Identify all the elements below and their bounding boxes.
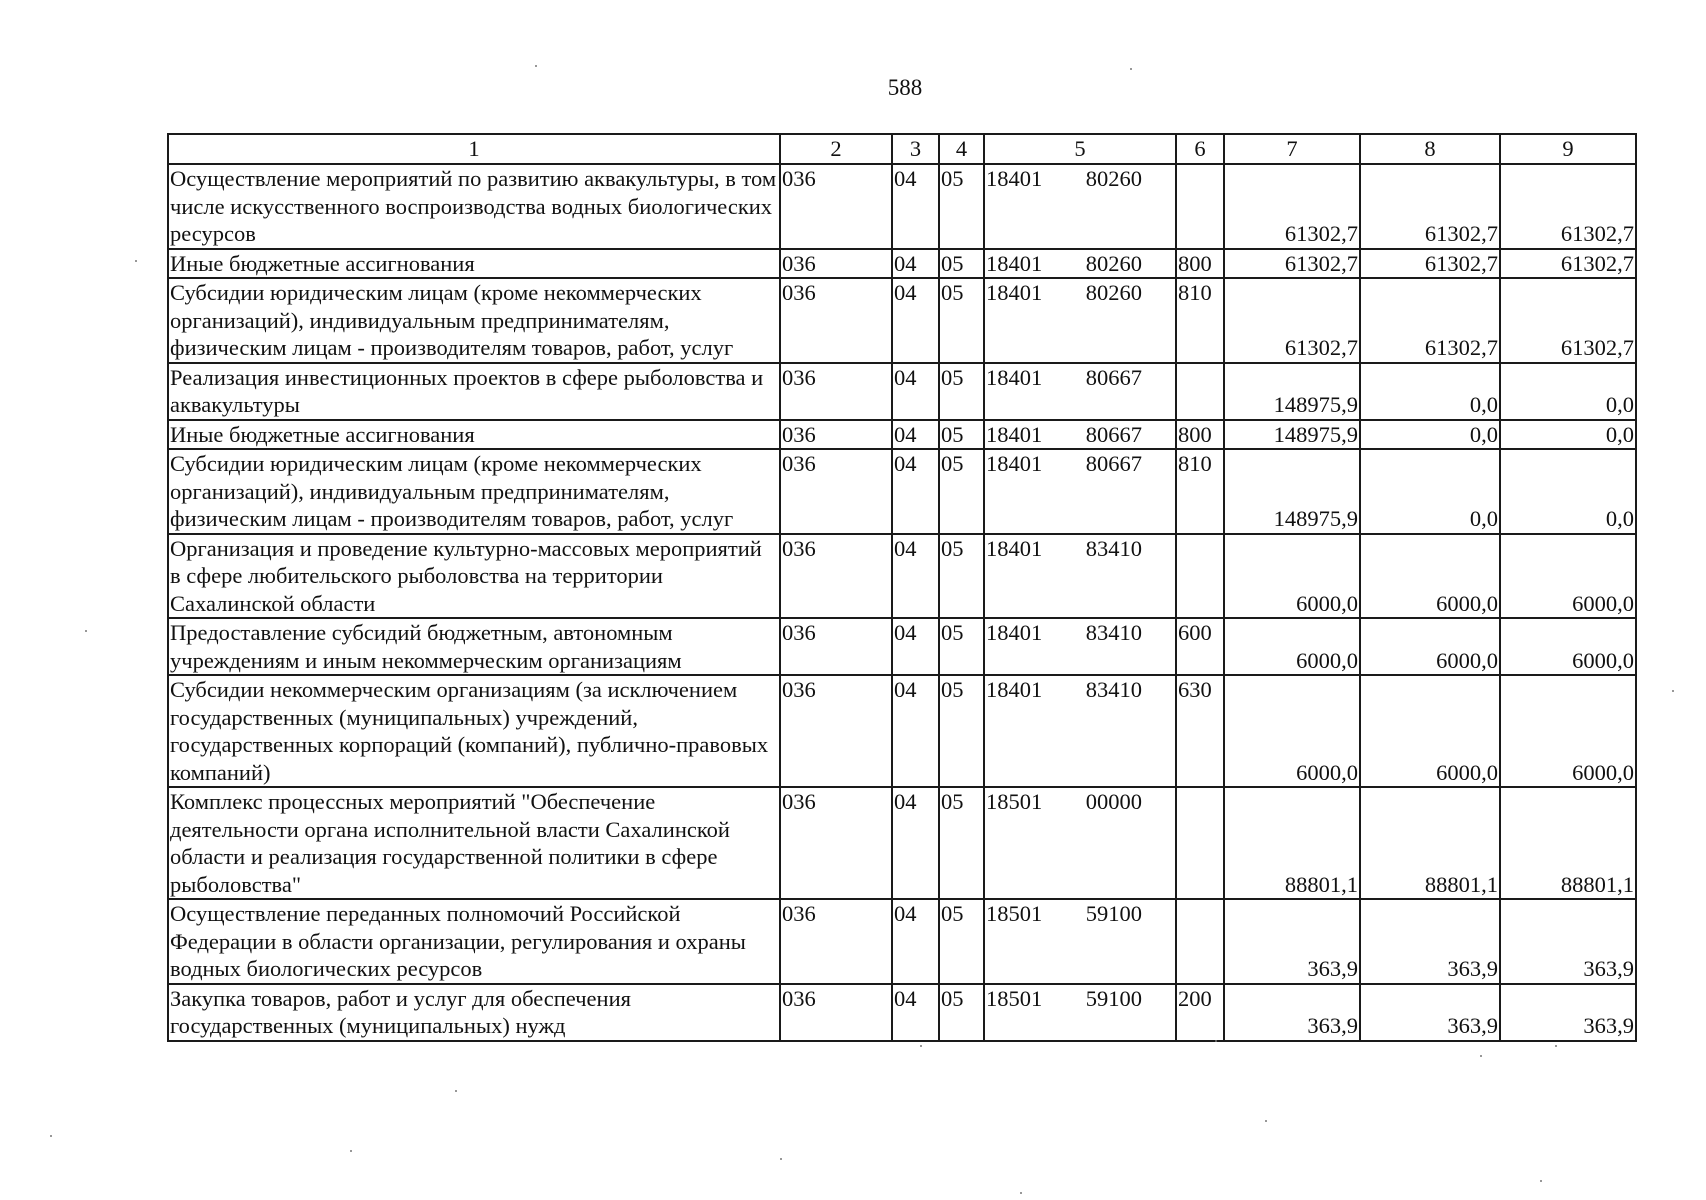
target-article-code bbox=[984, 420, 1176, 450]
program-code: 18401 bbox=[986, 620, 1043, 645]
scan-speck bbox=[455, 1090, 457, 1092]
program-code: 18401 bbox=[986, 166, 1043, 191]
col-header-9: 9 bbox=[1500, 134, 1636, 164]
program-code: 18501 bbox=[986, 901, 1043, 926]
amount-year-3: 363,9 bbox=[1500, 984, 1636, 1041]
table-row bbox=[168, 420, 1636, 450]
scan-speck bbox=[1130, 68, 1132, 70]
expense-type-code bbox=[1176, 164, 1224, 249]
ministry-code: 036 bbox=[780, 420, 892, 450]
amount-year-2: 88801,1 bbox=[1360, 787, 1500, 899]
table-row bbox=[168, 899, 1636, 984]
table-row bbox=[168, 787, 1636, 899]
direction-code: 83410 bbox=[1085, 535, 1142, 561]
direction-code: 80667 bbox=[1085, 421, 1142, 447]
section-code: 04 bbox=[892, 534, 939, 619]
target-article-code bbox=[984, 249, 1176, 279]
row-description: Субсидии юридическим лицам (кроме некоммерческих организаций), индивидуальным предпринимателям, физическим лицам - производителям товаров, работ, услуг bbox=[168, 449, 780, 534]
subsection-code: 05 bbox=[939, 278, 984, 363]
amount-year-2: 61302,7 bbox=[1360, 249, 1500, 279]
ministry-code: 036 bbox=[780, 675, 892, 787]
program-code: 18501 bbox=[986, 789, 1043, 814]
col-header-8: 8 bbox=[1360, 134, 1500, 164]
direction-code: 59100 bbox=[1085, 985, 1142, 1011]
section-code: 04 bbox=[892, 618, 939, 675]
subsection-code: 05 bbox=[939, 787, 984, 899]
expense-type-code bbox=[1176, 787, 1224, 899]
scan-speck bbox=[1020, 1192, 1022, 1194]
expense-type-code: 630 bbox=[1176, 675, 1224, 787]
section-code: 04 bbox=[892, 787, 939, 899]
section-code: 04 bbox=[892, 449, 939, 534]
subsection-code: 05 bbox=[939, 164, 984, 249]
row-description: Реализация инвестиционных проектов в сфере рыболовства и аквакультуры bbox=[168, 363, 780, 420]
ministry-code: 036 bbox=[780, 534, 892, 619]
row-description: Комплекс процессных мероприятий "Обеспечение деятельности органа исполнительной власти Сахалинской области и реализация государственной политики в сфере рыболовства" bbox=[168, 787, 780, 899]
amount-year-2: 363,9 bbox=[1360, 984, 1500, 1041]
expense-type-code: 800 bbox=[1176, 249, 1224, 279]
budget-table bbox=[167, 133, 1637, 1042]
expense-type-code: 800 bbox=[1176, 420, 1224, 450]
amount-year-2: 0,0 bbox=[1360, 420, 1500, 450]
scan-speck bbox=[1265, 1120, 1267, 1122]
row-description: Предоставление субсидий бюджетным, автономным учреждениям и иным некоммерческим организациям bbox=[168, 618, 780, 675]
row-description: Субсидии некоммерческим организациям (за исключением государственных (муниципальных) учреждений, государственных корпораций (компаний), публично-правовых компаний) bbox=[168, 675, 780, 787]
ministry-code: 036 bbox=[780, 363, 892, 420]
target-article-parts bbox=[986, 279, 1174, 307]
scan-speck bbox=[135, 260, 137, 262]
scan-speck bbox=[1215, 1040, 1217, 1042]
target-article-parts bbox=[986, 450, 1174, 478]
subsection-code: 05 bbox=[939, 363, 984, 420]
amount-year-1: 6000,0 bbox=[1224, 618, 1360, 675]
target-article-code bbox=[984, 899, 1176, 984]
amount-year-1: 61302,7 bbox=[1224, 249, 1360, 279]
table-row bbox=[168, 164, 1636, 249]
direction-code: 80667 bbox=[1085, 364, 1142, 390]
target-article-parts bbox=[986, 421, 1174, 449]
amount-year-2: 0,0 bbox=[1360, 449, 1500, 534]
table-row bbox=[168, 278, 1636, 363]
target-article-code bbox=[984, 363, 1176, 420]
target-article-parts bbox=[986, 900, 1174, 928]
table-row bbox=[168, 984, 1636, 1041]
amount-year-1: 6000,0 bbox=[1224, 534, 1360, 619]
table-row bbox=[168, 618, 1636, 675]
amount-year-2: 61302,7 bbox=[1360, 164, 1500, 249]
scan-speck bbox=[1672, 690, 1674, 692]
scan-speck bbox=[1540, 1180, 1542, 1182]
amount-year-1: 61302,7 bbox=[1224, 278, 1360, 363]
amount-year-2: 6000,0 bbox=[1360, 675, 1500, 787]
program-code: 18401 bbox=[986, 535, 1043, 561]
program-code: 18401 bbox=[986, 677, 1043, 702]
expense-type-code: 810 bbox=[1176, 449, 1224, 534]
amount-year-3: 61302,7 bbox=[1500, 249, 1636, 279]
expense-type-code bbox=[1176, 899, 1224, 984]
amount-year-1: 363,9 bbox=[1224, 984, 1360, 1041]
direction-code: 80667 bbox=[1085, 451, 1142, 476]
section-code: 04 bbox=[892, 984, 939, 1041]
col-header-3: 3 bbox=[892, 134, 939, 164]
amount-year-3: 88801,1 bbox=[1500, 787, 1636, 899]
direction-code: 00000 bbox=[1085, 789, 1142, 814]
amount-year-3: 0,0 bbox=[1500, 420, 1636, 450]
expense-type-code bbox=[1176, 534, 1224, 619]
ministry-code: 036 bbox=[780, 249, 892, 279]
amount-year-2: 6000,0 bbox=[1360, 534, 1500, 619]
amount-year-3: 0,0 bbox=[1500, 449, 1636, 534]
row-description: Закупка товаров, работ и услуг для обеспечения государственных (муниципальных) нужд bbox=[168, 984, 780, 1041]
expense-type-code: 600 bbox=[1176, 618, 1224, 675]
ministry-code: 036 bbox=[780, 618, 892, 675]
expense-type-code bbox=[1176, 363, 1224, 420]
row-description: Иные бюджетные ассигнования bbox=[168, 249, 780, 279]
program-code: 18501 bbox=[986, 985, 1043, 1011]
program-code: 18401 bbox=[986, 280, 1043, 305]
direction-code: 59100 bbox=[1085, 901, 1142, 926]
target-article-code bbox=[984, 534, 1176, 619]
direction-code: 80260 bbox=[1085, 166, 1142, 191]
header-row bbox=[168, 134, 1636, 164]
row-description: Иные бюджетные ассигнования bbox=[168, 420, 780, 450]
amount-year-3: 6000,0 bbox=[1500, 618, 1636, 675]
program-code: 18401 bbox=[986, 364, 1043, 390]
ministry-code: 036 bbox=[780, 787, 892, 899]
ministry-code: 036 bbox=[780, 278, 892, 363]
target-article-code bbox=[984, 618, 1176, 675]
ministry-code: 036 bbox=[780, 984, 892, 1041]
amount-year-1: 61302,7 bbox=[1224, 164, 1360, 249]
table-row bbox=[168, 363, 1636, 420]
subsection-code: 05 bbox=[939, 618, 984, 675]
subsection-code: 05 bbox=[939, 675, 984, 787]
target-article-parts bbox=[986, 165, 1174, 193]
scan-speck bbox=[780, 1158, 782, 1160]
amount-year-3: 6000,0 bbox=[1500, 534, 1636, 619]
target-article-parts bbox=[986, 985, 1174, 1013]
subsection-code: 05 bbox=[939, 534, 984, 619]
col-header-1: 1 bbox=[168, 134, 780, 164]
amount-year-3: 363,9 bbox=[1500, 899, 1636, 984]
amount-year-1: 148975,9 bbox=[1224, 449, 1360, 534]
col-header-6: 6 bbox=[1176, 134, 1224, 164]
subsection-code: 05 bbox=[939, 420, 984, 450]
amount-year-3: 0,0 bbox=[1500, 363, 1636, 420]
scan-speck bbox=[85, 630, 87, 632]
amount-year-2: 6000,0 bbox=[1360, 618, 1500, 675]
subsection-code: 05 bbox=[939, 899, 984, 984]
target-article-code bbox=[984, 449, 1176, 534]
scan-speck bbox=[350, 1150, 352, 1152]
col-header-2: 2 bbox=[780, 134, 892, 164]
col-header-5: 5 bbox=[984, 134, 1176, 164]
amount-year-3: 61302,7 bbox=[1500, 164, 1636, 249]
table-row bbox=[168, 449, 1636, 534]
amount-year-2: 0,0 bbox=[1360, 363, 1500, 420]
direction-code: 80260 bbox=[1085, 250, 1142, 276]
section-code: 04 bbox=[892, 164, 939, 249]
row-description: Осуществление мероприятий по развитию аквакультуры, в том числе искусственного воспроизводства водных биологических ресурсов bbox=[168, 164, 780, 249]
row-description: Осуществление переданных полномочий Российской Федерации в области организации, регулирования и охраны водных биологических ресурсов bbox=[168, 899, 780, 984]
target-article-code bbox=[984, 984, 1176, 1041]
direction-code: 83410 bbox=[1085, 620, 1142, 645]
expense-type-code: 200 bbox=[1176, 984, 1224, 1041]
expense-type-code: 810 bbox=[1176, 278, 1224, 363]
section-code: 04 bbox=[892, 278, 939, 363]
col-header-4: 4 bbox=[939, 134, 984, 164]
table-row bbox=[168, 249, 1636, 279]
target-article-code bbox=[984, 675, 1176, 787]
amount-year-3: 6000,0 bbox=[1500, 675, 1636, 787]
scan-speck bbox=[50, 1135, 52, 1137]
target-article-code bbox=[984, 787, 1176, 899]
scan-speck bbox=[1555, 1045, 1557, 1047]
program-code: 18401 bbox=[986, 451, 1043, 476]
row-description: Субсидии юридическим лицам (кроме некоммерческих организаций), индивидуальным предпринимателям, физическим лицам - производителям товаров, работ, услуг bbox=[168, 278, 780, 363]
direction-code: 80260 bbox=[1085, 280, 1142, 305]
subsection-code: 05 bbox=[939, 449, 984, 534]
subsection-code: 05 bbox=[939, 984, 984, 1041]
section-code: 04 bbox=[892, 363, 939, 420]
amount-year-2: 61302,7 bbox=[1360, 278, 1500, 363]
direction-code: 83410 bbox=[1085, 677, 1142, 702]
target-article-parts bbox=[986, 676, 1174, 704]
target-article-code bbox=[984, 278, 1176, 363]
amount-year-2: 363,9 bbox=[1360, 899, 1500, 984]
amount-year-1: 88801,1 bbox=[1224, 787, 1360, 899]
target-article-parts bbox=[986, 535, 1174, 563]
page-number: 588 bbox=[887, 75, 923, 100]
table-row bbox=[168, 675, 1636, 787]
section-code: 04 bbox=[892, 420, 939, 450]
subsection-code: 05 bbox=[939, 249, 984, 279]
amount-year-1: 148975,9 bbox=[1224, 420, 1360, 450]
scan-speck bbox=[920, 1045, 922, 1047]
table-row bbox=[168, 534, 1636, 619]
section-code: 04 bbox=[892, 249, 939, 279]
amount-year-1: 6000,0 bbox=[1224, 675, 1360, 787]
amount-year-1: 148975,9 bbox=[1224, 363, 1360, 420]
col-header-7: 7 bbox=[1224, 134, 1360, 164]
program-code: 18401 bbox=[986, 421, 1043, 447]
target-article-parts bbox=[986, 250, 1174, 278]
section-code: 04 bbox=[892, 675, 939, 787]
section-code: 04 bbox=[892, 899, 939, 984]
target-article-code bbox=[984, 164, 1176, 249]
target-article-parts bbox=[986, 364, 1174, 392]
ministry-code: 036 bbox=[780, 449, 892, 534]
scan-speck bbox=[1480, 1055, 1482, 1057]
scan-speck bbox=[535, 65, 537, 67]
amount-year-1: 363,9 bbox=[1224, 899, 1360, 984]
ministry-code: 036 bbox=[780, 164, 892, 249]
row-description: Организация и проведение культурно-массовых мероприятий в сфере любительского рыболовства на территории Сахалинской области bbox=[168, 534, 780, 619]
ministry-code: 036 bbox=[780, 899, 892, 984]
target-article-parts bbox=[986, 788, 1174, 816]
program-code: 18401 bbox=[986, 250, 1043, 276]
target-article-parts bbox=[986, 619, 1174, 647]
amount-year-3: 61302,7 bbox=[1500, 278, 1636, 363]
